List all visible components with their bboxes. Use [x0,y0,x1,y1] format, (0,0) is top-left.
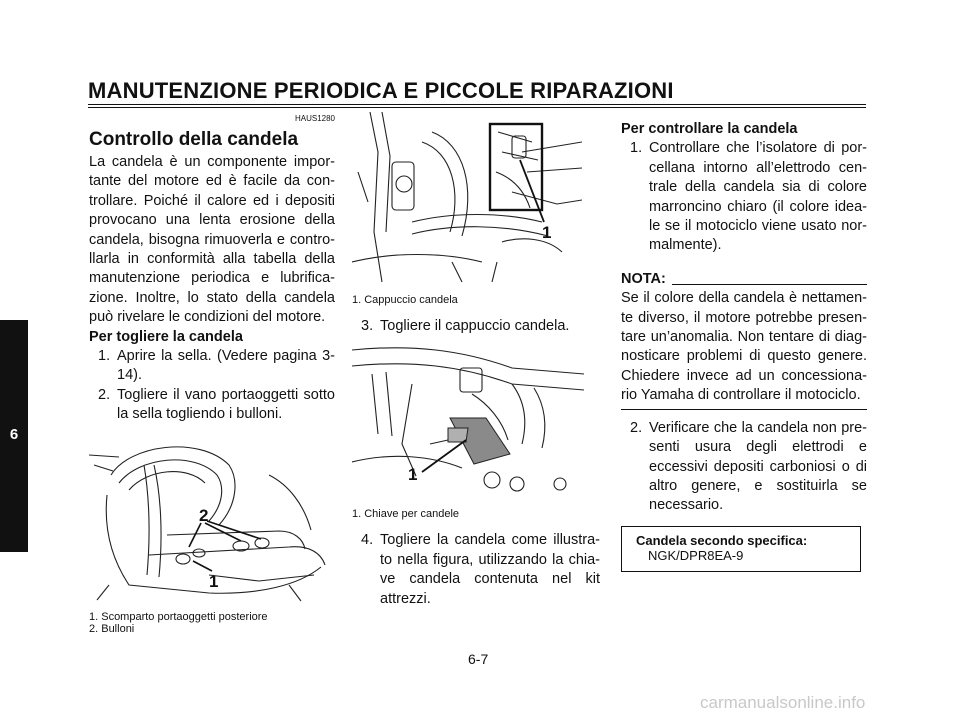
spark-plug-wrench-illustration [352,344,584,500]
storage-compartment-illustration [89,435,335,603]
spark-plug-cap-drawing [352,112,582,284]
spark-plug-wrench-drawing [352,344,584,500]
page-header-title: MANUTENZIONE PERIODICA E PICCOLE RIPARAZIONI [88,78,674,103]
step-text: Controllare che l’isolatore di por-cellana intorno all’elettrodo cen-trale della candela sia di colore marroncino chiaro (il colore idea-le se il motociclo viene usato nor-malmente). [649,140,867,254]
figure-caption-1: 1. Scomparto portaoggetti posteriore [89,610,268,623]
step-text: Aprire la sella. (Vedere pagina 3-14). [117,348,335,384]
callout-2: 2 [199,505,209,525]
figure-caption: 1. Cappuccio candela [352,294,458,306]
remove-step-1 [89,347,335,386]
step-number: 2. [98,386,111,403]
note-end-rule [621,409,867,410]
header-rule [88,104,866,108]
right-column [621,120,867,572]
remove-step-2 [89,386,335,425]
spec-label: Candela secondo specifica: [636,532,808,548]
figure-caption-2: 2. Bulloni [89,622,135,635]
callout-1: 1 [542,223,552,242]
step-number: 1. [98,348,111,365]
spark-plug-spec-box [621,526,861,572]
spark-plug-cap-illustration [352,112,582,284]
step-number: 4. [361,532,374,549]
section-code: HAUS1280 [294,114,335,123]
middle-column [352,112,600,609]
check-heading: Per controllare la candela [621,121,798,137]
left-column [89,114,335,635]
step-text: Togliere la candela come illustra-to nella figura, utilizzando la chia-ve candela contenuta nel kit attrezzi. [380,532,600,607]
remove-step-3 [352,317,600,336]
step-text: Verificare che la candela non pre-senti usura degli elettrodi e eccessivi depositi carboniosi o di altro genere, e sostituirla se necessario. [649,419,867,514]
storage-compartment-drawing [89,435,335,603]
remove-step-4 [352,531,600,609]
check-step-1 [621,139,867,255]
page-number: 6-7 [468,651,489,667]
figure-caption: 1. Chiave per candele [352,508,460,521]
step-text: Togliere il cappuccio candela. [380,318,570,334]
step-text: Togliere il vano portaoggetti sotto la sella togliendo i bulloni. [117,386,335,423]
chapter-tab [0,320,28,552]
section-title: Controllo della candela [89,129,299,150]
callout-1: 1 [209,571,219,591]
watermark: carmanualsonline.info [700,693,866,712]
note-heading [621,270,867,289]
note-rule [672,284,867,285]
step-number: 1. [630,140,643,157]
check-step-2 [621,419,867,516]
step-number: 2. [630,419,643,436]
intro-paragraph: La candela è un componente impor-tante del motore ed è facile da con-trollare. Poiché il calore ed i depositi provocano una lenta erosione della candela, bisogna rimuoverla e contro-llarla in conformità alla tabella della manutenzione periodica e lubrifica-zione. Inoltre, lo stato della candela può rivelare le condizioni del motore. [89,154,335,326]
note-text: Se il colore della candela è nettamen-te diverso, il motore potrebbe presen-tare un’anomalia. Non tentare di diag-nosticare problemi di questo genere. Chiedere invece ad un concessiona-rio Yamaha di controllare il motociclo. [621,290,867,404]
callout-1: 1 [408,465,418,485]
remove-heading: Per togliere la candela [89,328,243,345]
step-number: 3. [361,318,374,334]
chapter-tab-number: 6 [9,426,19,443]
note-label: NOTA: [621,270,666,287]
spec-value: NGK/DPR8EA-9 [648,547,744,563]
